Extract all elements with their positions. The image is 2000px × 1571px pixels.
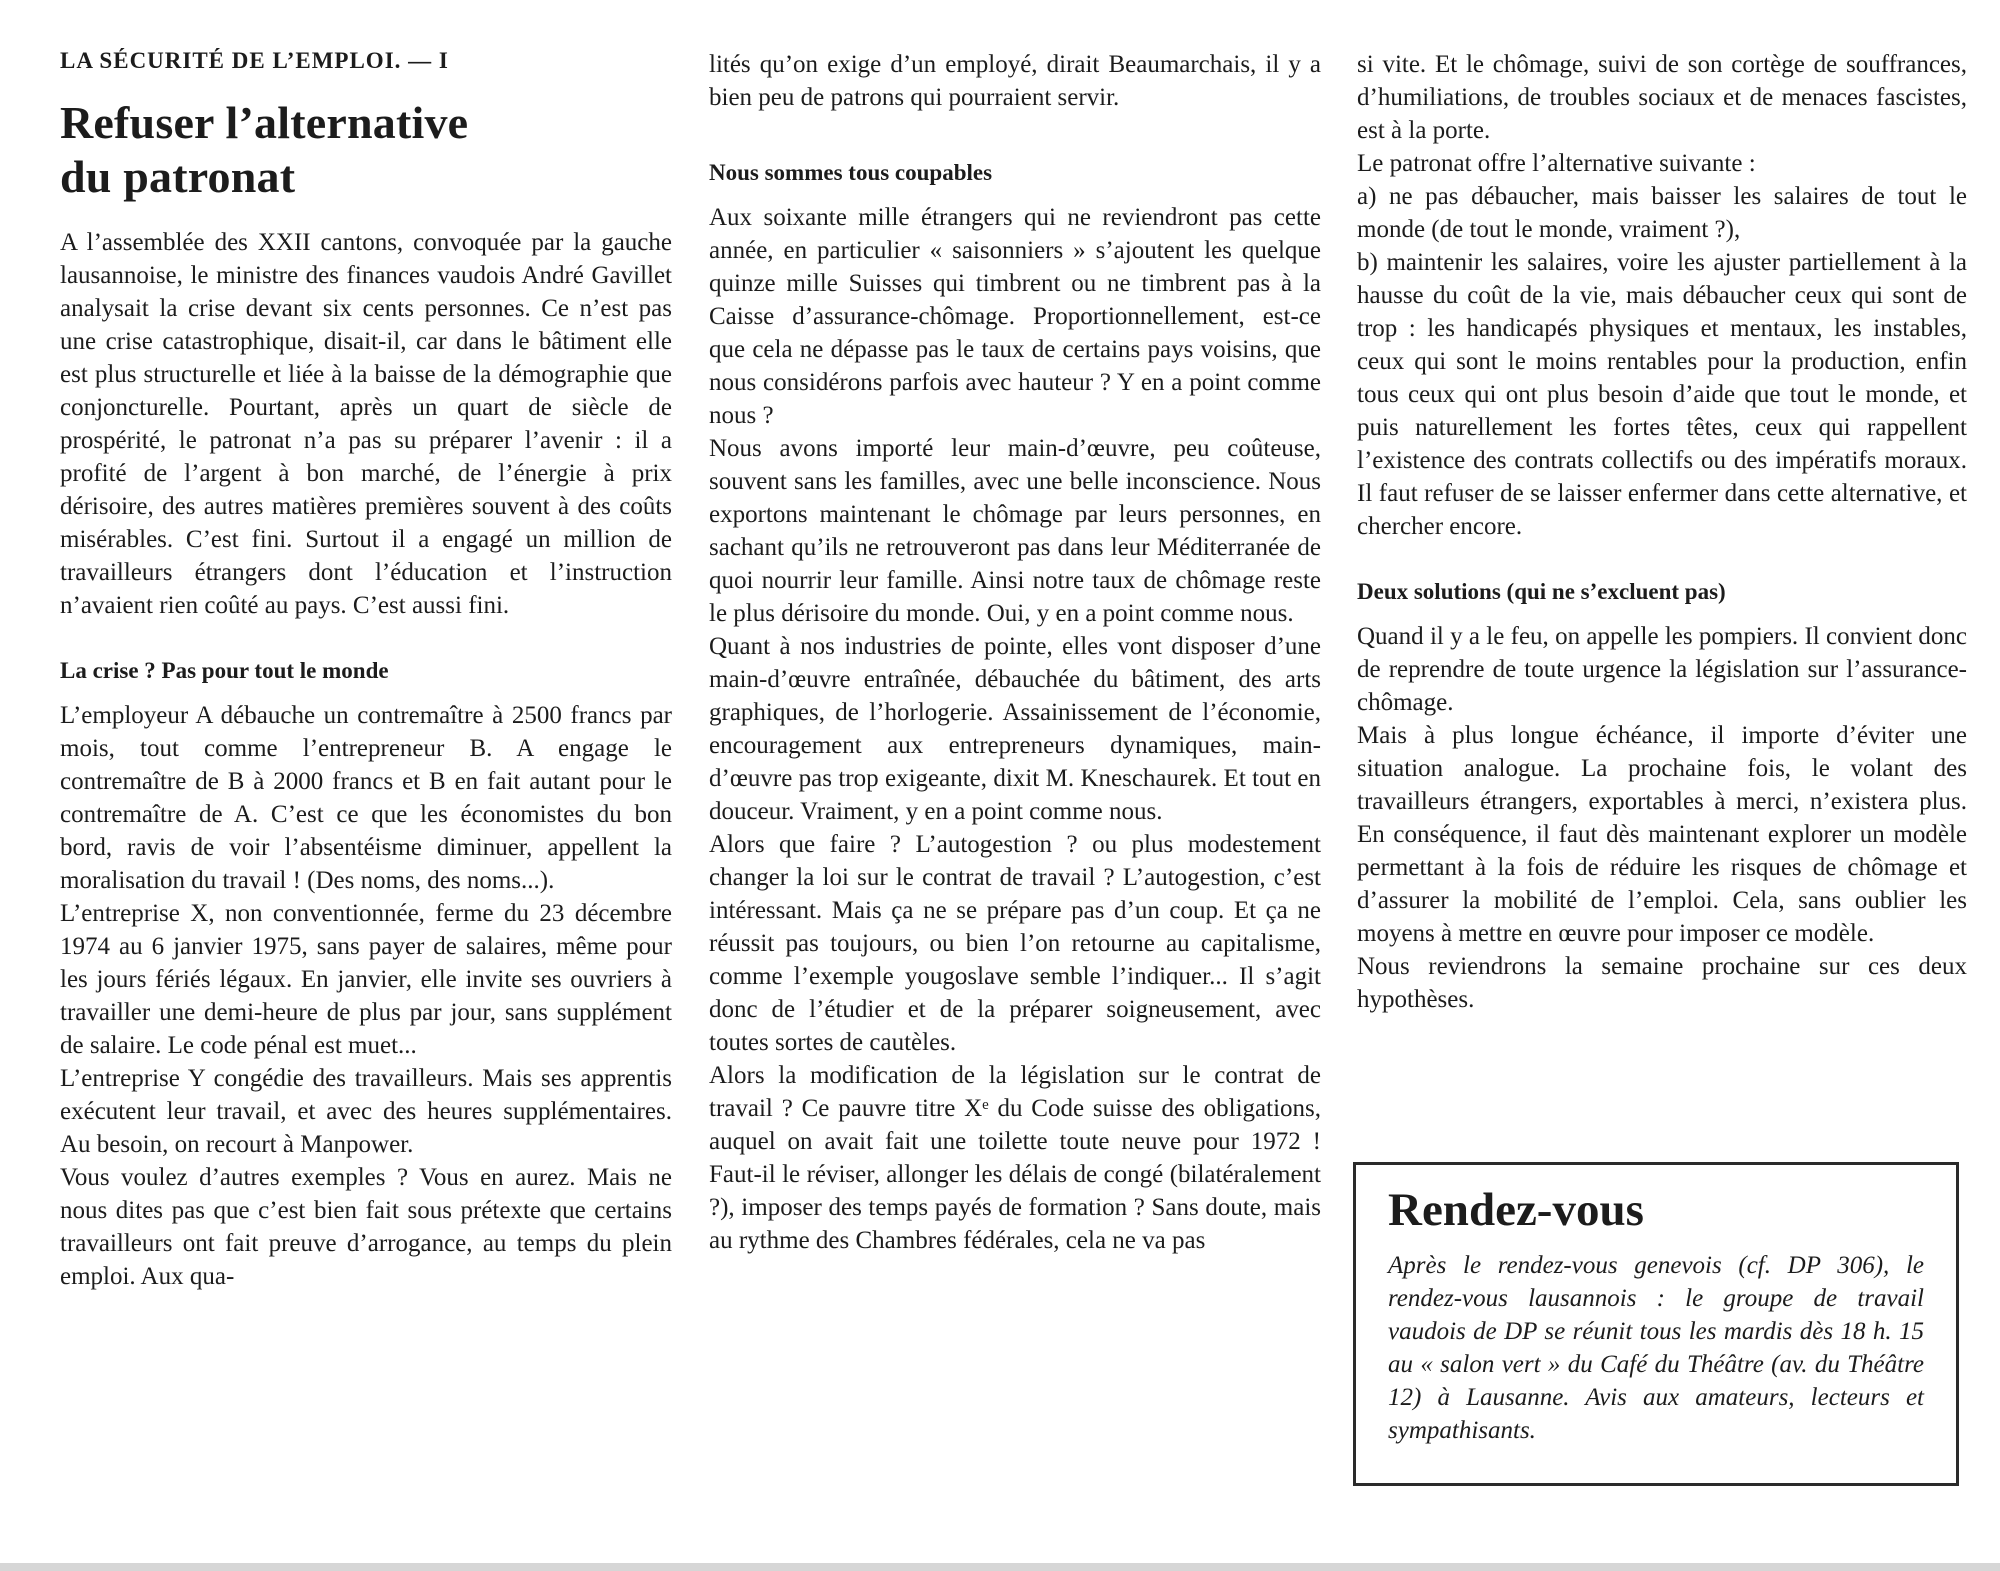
paragraph: L’employeur A débauche un contremaître à 2500 francs par mois, tout comme l’entrepreneur B. A engage le contremaître de B à 2000 francs et B en fait autant pour le contremaître de A. C’est ce que les économistes du bon bord, ravis de voir l’absentéisme diminuer, appellent la moralisation du travail ! (Des noms, des noms...). bbox=[60, 702, 672, 895]
page-edge bbox=[0, 1563, 2000, 1571]
column-1 bbox=[60, 48, 672, 1293]
headline bbox=[60, 96, 672, 204]
paragraph: si vite. Et le chômage, suivi de son cortège de souffrances, d’humiliations, de troubles sociaux et de menaces fascistes, est à la porte. bbox=[1357, 51, 1967, 144]
headline-line-1: Refuser l’alternative bbox=[60, 97, 469, 149]
subheading: Nous sommes tous coupables bbox=[709, 160, 993, 185]
paragraph: Le patronat offre l’alternative suivante : bbox=[1357, 150, 1756, 177]
paragraph: Quand il y a le feu, on appelle les pompiers. Il convient donc de reprendre de toute urgence la législation sur l’assurance-chômage. bbox=[1357, 623, 1967, 716]
paragraph: lités qu’on exige d’un employé, dirait Beaumarchais, il y a bien peu de patrons qui pourraient servir. bbox=[709, 51, 1321, 111]
paragraph: Vous voulez d’autres exemples ? Vous en aurez. Mais ne nous dites pas que c’est bien fait sous prétexte que certains travailleurs ont fait preuve d’arrogance, au temps du plein emploi. Aux qua- bbox=[60, 1164, 672, 1291]
paragraph: L’entreprise X, non conventionnée, ferme du 23 décembre 1974 au 6 janvier 1975, sans payer de salaires, même pour les jours fériés légaux. En janvier, elle invite ses ouvriers à travailler une demi-heure de plus par jour, sans supplément de salaire. Le code pénal est muet... bbox=[60, 900, 672, 1060]
rendezvous-text: Après le rendez-vous genevois (cf. DP 306), le rendez-vous lausannois : le groupe de travail vaudois de DP se réunit tous les mardis dès 18 h. 15 au « salon vert » du Café du Théâtre (av. du Théâtre 12) à Lausanne. Avis aux amateurs, lecteurs et sympathisants. bbox=[1388, 1252, 1924, 1444]
paragraph: Nous avons importé leur main-d’œuvre, peu coûteuse, souvent sans les familles, avec une belle inconscience. Nous exportons maintenant le chômage par leurs personnes, en sachant qu’ils ne retrouveront pas dans leur Méditerranée de quoi nourrir leur famille. Ainsi notre taux de chômage reste le plus dérisoire du monde. Oui, y en a point comme nous. bbox=[709, 435, 1321, 627]
column-3 bbox=[1357, 48, 1967, 1016]
headline-line-2: du patronat bbox=[60, 151, 296, 203]
column-2 bbox=[709, 48, 1321, 1257]
paragraph: Aux soixante mille étrangers qui ne reviendront pas cette année, en particulier « saisonniers » s’ajoutent les quelque quinze mille Suisses qui timbrent ou ne timbrent pas à la Caisse d’assurance-chômage. Proportionnellement, est-ce que cela ne dépasse pas le taux de certains pays voisins, que nous considérons parfois avec hauteur ? Y en a point comme nous ? bbox=[709, 204, 1321, 429]
paragraph: A l’assemblée des XXII cantons, convoquée par la gauche lausannoise, le ministre des finances vaudois André Gavillet analysait la crise devant six cents personnes. Ce n’est pas une crise catastrophique, disait-il, car dans le bâtiment elle est plus structurelle et liée à la baisse de la démographie que conjoncturelle. Pourtant, après un quart de siècle de prospérité, le patronat n’a pas su préparer l’avenir : il a profité de l’argent à bon marché, de l’énergie à prix dérisoire, des autres matières premières souvent à des coûts misérables. C’est fini. Surtout il a engagé un million de travailleurs étrangers dont l’éducation et l’instruction n’avaient rien coûté au pays. C’est aussi fini. bbox=[60, 229, 672, 620]
rendezvous-box bbox=[1353, 1162, 1959, 1486]
paragraph: Nous reviendrons la semaine prochaine sur ces deux hypothèses. bbox=[1357, 953, 1967, 1013]
paragraph: a) ne pas débaucher, mais baisser les salaires de tout le monde (de tout le monde, vraiment ?), bbox=[1357, 183, 1967, 243]
subheading: La crise ? Pas pour tout le monde bbox=[60, 658, 389, 684]
paragraph: b) maintenir les salaires, voire les ajuster partiellement à la hausse du coût de la vie, mais débaucher ceux qui sont de trop : les handicapés physiques et mentaux, les instables, ceux qui sont le moins rentables pour la production, enfin tous ceux qui ont plus besoin d’aide que tout le monde, et puis naturellement les fortes têtes, ceux qui rappellent l’existence des contrats collectifs ou des impératifs moraux. Il faut refuser de se laisser enfermer dans cette alternative, et chercher encore. bbox=[1357, 249, 1967, 540]
rendezvous-title: Rendez-vous bbox=[1388, 1184, 1644, 1236]
paragraph: Quant à nos industries de pointe, elles vont disposer d’une main-d’œuvre entraînée, débauchée du bâtiment, des arts graphiques, de l’horlogerie. Assainissement de l’économie, encouragement aux entrepreneurs dynamiques, main-d’œuvre pas trop exigeante, dixit M. Kneschaurek. Et tout en douceur. Vraiment, y en a point comme nous. bbox=[709, 633, 1321, 825]
paragraph: Alors la modification de la législation sur le contrat de travail ? Ce pauvre titre Xᵉ du Code suisse des obligations, auquel on avait fait une toilette toute neuve pour 1972 ! Faut-il le réviser, allonger les délais de congé (bilatéralement ?), imposer des temps payés de formation ? Sans doute, mais au rythme des Chambres fédérales, cela ne va pas bbox=[709, 1062, 1321, 1254]
paragraph: Alors que faire ? L’autogestion ? ou plus modestement changer la loi sur le contrat de travail ? L’autogestion, c’est intéressant. Mais ça ne se prépare pas d’un coup. Et ça ne réussit pas toujours, ou bien l’on retourne au capitalisme, comme l’exemple yougoslave semble l’indiquer... Il s’agit donc de l’étudier et de la préparer soigneusement, avec toutes sortes de cautèles. bbox=[709, 831, 1321, 1056]
paragraph: Mais à plus longue échéance, il importe d’éviter une situation analogue. La prochaine fois, le volant des travailleurs étrangers, exportables à merci, n’existera plus. En conséquence, il faut dès maintenant explorer un modèle permettant à la fois de réduire les risques de chômage et d’assurer la mobilité de l’emploi. Cela, sans oublier les moyens à mettre en œuvre pour imposer ce modèle. bbox=[1357, 722, 1967, 947]
paragraph: L’entreprise Y congédie des travailleurs. Mais ses apprentis exécutent leur travail, et avec des heures supplémentaires. Au besoin, on recourt à Manpower. bbox=[60, 1065, 672, 1159]
subheading: Deux solutions (qui ne s’excluent pas) bbox=[1357, 579, 1726, 604]
kicker: LA SÉCURITÉ DE L’EMPLOI. — I bbox=[60, 48, 449, 73]
